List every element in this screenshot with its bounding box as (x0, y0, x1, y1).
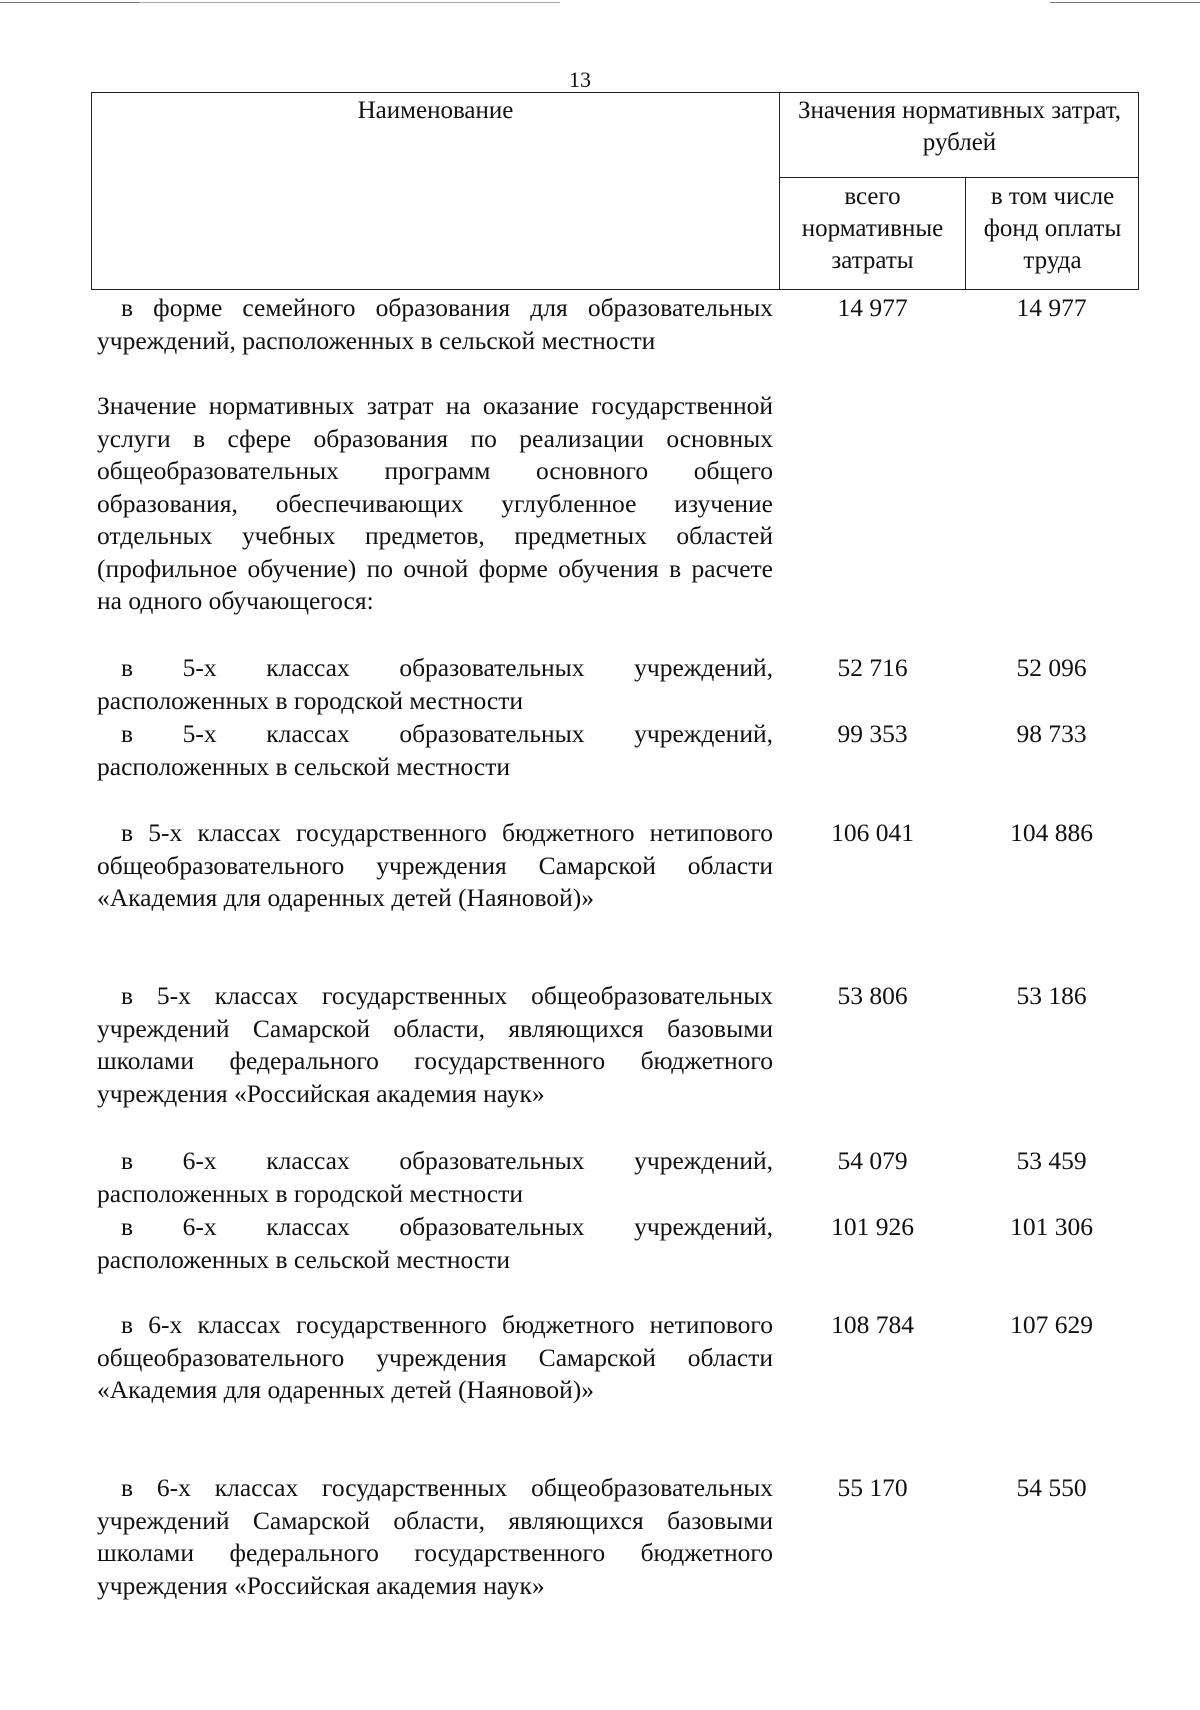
row-wage: 107 629 (1010, 1310, 1093, 1339)
row-name: в 6-х классах образовательных учреждений, расположенных в сельской местности (97, 1212, 773, 1274)
row-name: в 5-х классах государственных общеобразовательных учреждений Самарской области, являющихся базовыми школами федерального государственного бюджетного учреждения «Российская академия наук» (97, 981, 773, 1108)
row-total: 106 041 (831, 818, 914, 847)
row-total: 52 716 (837, 653, 908, 682)
row-wage: 53 186 (1016, 981, 1087, 1010)
row-name: в 5-х классах образовательных учреждений, расположенных в городской местности (97, 653, 773, 715)
row-total: 99 353 (837, 719, 908, 748)
page-number: 13 (569, 67, 591, 92)
row-wage: 101 306 (1010, 1212, 1093, 1241)
row-total: 53 806 (837, 981, 908, 1010)
row-name: в 5-х классах образовательных учреждений, расположенных в сельской местности (97, 719, 773, 781)
row-total: 54 079 (837, 1146, 908, 1175)
column-header-values: Значения нормативных затрат, рублей (797, 97, 1122, 156)
row-wage: 53 459 (1016, 1146, 1087, 1175)
column-header-wage: в том числе фонд оплаты труда (983, 183, 1122, 274)
section-heading-text: Значение нормативных затрат на оказание государственной услуги в сфере образования по реализации основных общеобразовательных программ основного общего образования, обеспечивающих углубленное изучение отдельных учебных предметов, предметных областей (профильное обучение) по очной форме обучения в расчете на одного обучающегося: (97, 391, 773, 615)
row-name: в 6-х классах государственного бюджетного нетипового общеобразовательного учреждения Самарской области «Академия для одаренных детей (Наяновой)» (97, 1310, 773, 1404)
table-header (91, 92, 1139, 290)
header-divider (779, 177, 1138, 178)
row-name: в 6-х классах образовательных учреждений, расположенных в городской местности (97, 1146, 773, 1208)
row-wage: 54 550 (1016, 1473, 1087, 1502)
row-total: 55 170 (837, 1473, 908, 1502)
row-wage: 52 096 (1016, 653, 1087, 682)
column-header-total: всего нормативные затраты (801, 183, 944, 274)
row-wage: 14 977 (1016, 293, 1087, 322)
row-wage: 104 886 (1010, 818, 1093, 847)
column-header-name: Наименование (357, 97, 514, 124)
row-name: в 6-х классах государственных общеобразовательных учреждений Самарской области, являющихся базовыми школами федерального государственного бюджетного учреждения «Российская академия наук» (97, 1473, 773, 1600)
row-total: 108 784 (831, 1310, 914, 1339)
row-total: 101 926 (831, 1212, 914, 1241)
page-top-edge (0, 0, 1200, 4)
row-wage: 98 733 (1016, 719, 1087, 748)
row-name: в форме семейного образования для образовательных учреждений, расположенных в сельской местности (97, 293, 773, 355)
row-name: в 5-х классах государственного бюджетного нетипового общеобразовательного учреждения Самарской области «Академия для одаренных детей (Наяновой)» (97, 818, 773, 912)
row-total: 14 977 (837, 293, 908, 322)
